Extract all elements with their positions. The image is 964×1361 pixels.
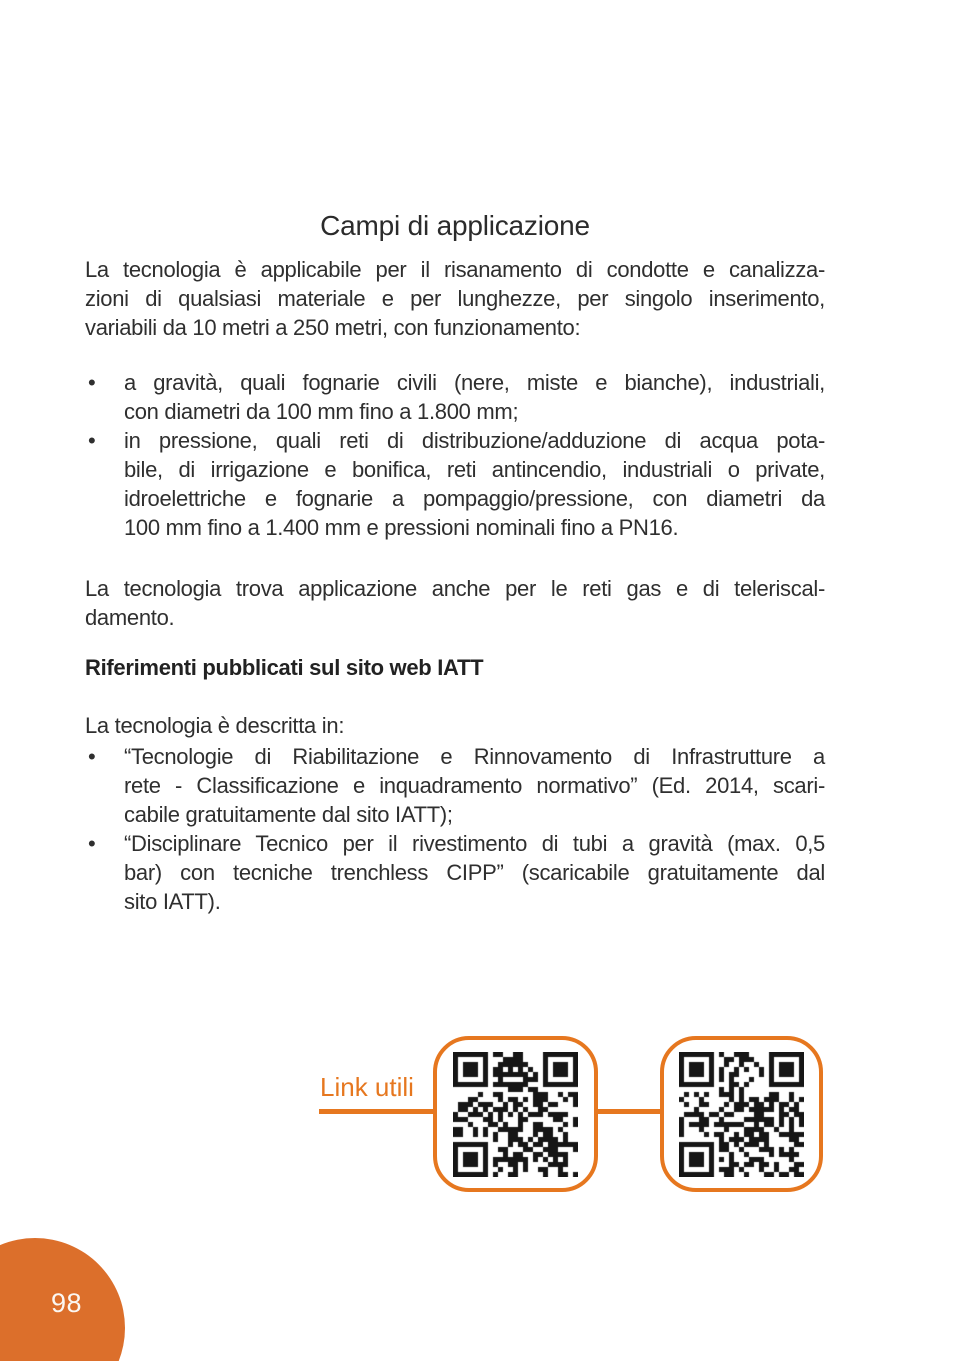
text-line: in pressione, quali reti di distribuzione/adduzione di acqua pota- [124, 428, 825, 453]
text-line: bar) con tecniche trenchless CIPP” (scaricabile gratuitamente dal [124, 860, 825, 885]
text-line: con diametri da 100 mm fino a 1.800 mm; [124, 399, 519, 424]
references-bullet-list [85, 742, 825, 916]
text-line: La tecnologia è applicabile per il risanamento di condotte e canalizza- [85, 257, 825, 282]
text-line: idroelettriche e fognarie a pompaggio/pressione, con diametri da [124, 486, 825, 511]
text-line: cabile gratuitamente dal sito IATT); [124, 802, 453, 827]
connector-line-middle [598, 1109, 660, 1114]
text-line: “Tecnologie di Riabilitazione e Rinnovamento di Infrastrutture a [124, 744, 825, 769]
text-line: sito IATT). [124, 889, 221, 914]
qr-link-card-1[interactable] [433, 1036, 598, 1192]
list-item [85, 742, 825, 829]
text-line: bile, di irrigazione e bonifica, reti antincendio, industriali o private, [124, 457, 825, 482]
qr-link-card-2[interactable] [660, 1036, 823, 1192]
text-line: 100 mm fino a 1.400 mm e pressioni nominali fino a PN16. [124, 515, 679, 540]
text-line: rete - Classificazione e inquadramento normativo” (Ed. 2014, scari- [124, 773, 825, 798]
list-item [85, 368, 825, 426]
intro-paragraph [85, 255, 825, 342]
page-number: 98 [51, 1288, 83, 1318]
references-heading: Riferimenti pubblicati sul sito web IATT [85, 655, 484, 680]
text-line: zioni di qualsiasi materiale e per lunghezze, per singolo inserimento, [85, 286, 825, 311]
qr-code-2 [679, 1052, 804, 1177]
list-item [85, 829, 825, 916]
gas-paragraph [85, 574, 825, 632]
qr-code-1 [453, 1052, 578, 1177]
described-in-paragraph [85, 711, 825, 740]
connector-line-left [319, 1109, 433, 1114]
application-bullet-list [85, 368, 825, 542]
text-line: variabili da 10 metri a 250 metri, con funzionamento: [85, 315, 581, 340]
bullet-icon: • [88, 428, 96, 453]
text-line: “Disciplinare Tecnico per il rivestimento di tubi a gravità (max. 0,5 [124, 831, 825, 856]
text-line: damento. [85, 605, 175, 630]
bullet-icon: • [88, 744, 96, 769]
list-item [85, 426, 825, 542]
page-title: Campi di applicazione [320, 209, 590, 241]
bullet-icon: • [88, 831, 96, 856]
text-line: La tecnologia è descritta in: [85, 713, 345, 738]
bullet-icon: • [88, 370, 96, 395]
link-utili-label: Link utili [320, 1072, 414, 1102]
text-line: a gravità, quali fognarie civili (nere, miste e bianche), industriali, [124, 370, 825, 395]
text-line: La tecnologia trova applicazione anche per le reti gas e di teleriscal- [85, 576, 825, 601]
